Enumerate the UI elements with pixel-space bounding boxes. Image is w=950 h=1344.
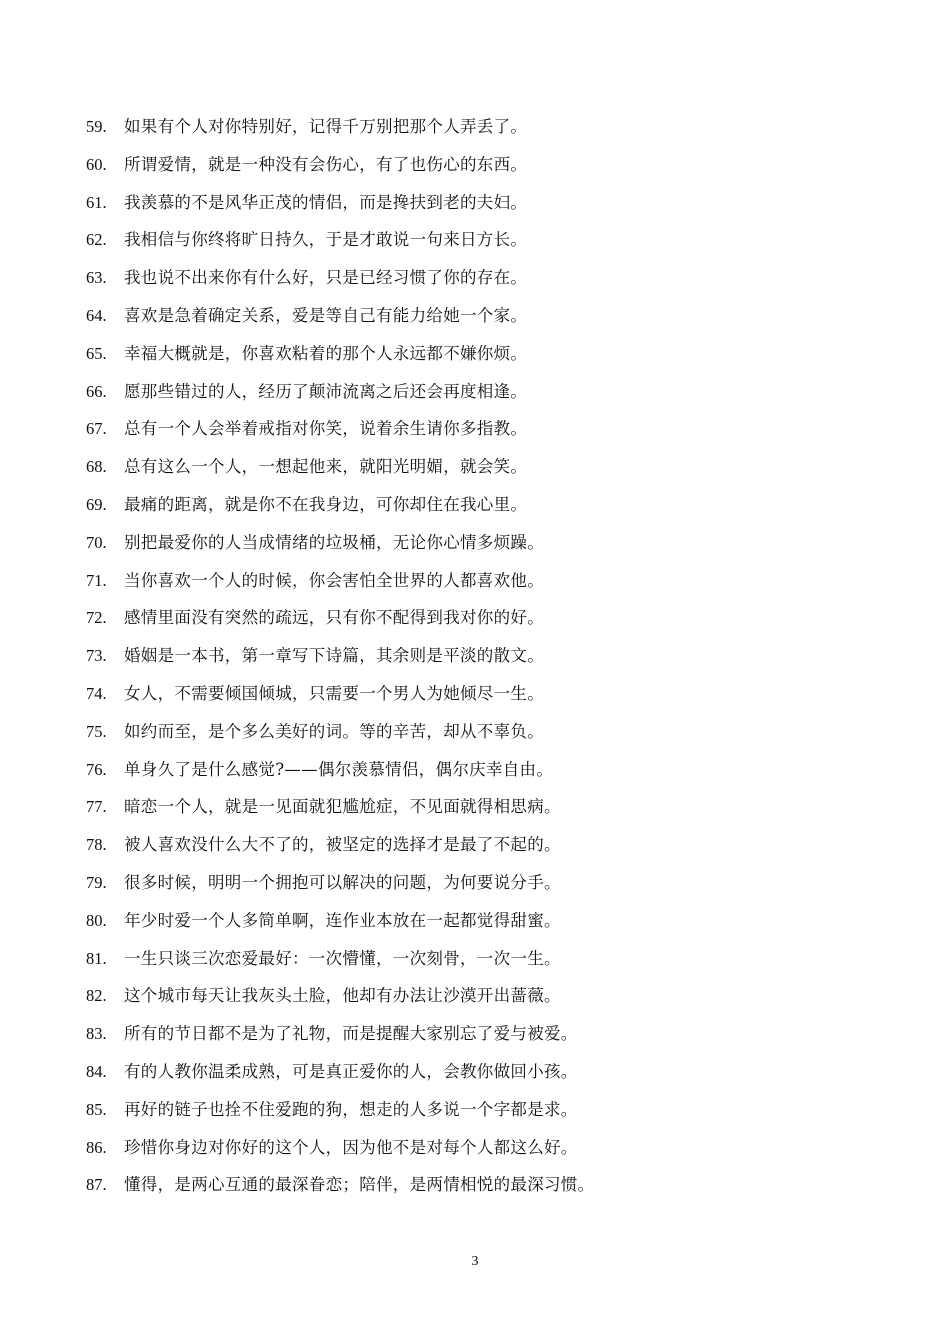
list-item	[86, 1170, 866, 1208]
item-text: 这个城市每天让我灰头土脸，他却有办法让沙漠开出蔷薇。	[124, 986, 561, 1006]
item-number: 71.	[86, 570, 107, 590]
list-item	[86, 150, 866, 188]
item-text: 单身久了是什么感觉?——偶尔羡慕情侣，偶尔庆幸自由。	[124, 759, 554, 779]
list-item	[86, 112, 866, 150]
list-item	[86, 1095, 866, 1133]
quote-list	[86, 112, 866, 1208]
item-number: 81.	[86, 948, 107, 968]
item-number: 76.	[86, 759, 107, 779]
item-number: 75.	[86, 721, 107, 741]
list-item	[86, 528, 866, 566]
item-text: 被人喜欢没什么大不了的，被坚定的选择才是最了不起的。	[124, 835, 561, 855]
item-number: 78.	[86, 835, 107, 855]
item-number: 70.	[86, 532, 107, 552]
item-number: 72.	[86, 608, 107, 628]
item-number: 80.	[86, 910, 107, 930]
item-text: 再好的链子也拴不住爱跑的狗，想走的人多说一个字都是求。	[124, 1099, 578, 1119]
list-item	[86, 906, 866, 944]
item-text: 一生只谈三次恋爱最好：一次懵懂，一次刻骨，一次一生。	[124, 948, 561, 968]
item-number: 62.	[86, 230, 107, 250]
item-text: 总有一个人会举着戒指对你笑，说着余生请你多指教。	[124, 419, 528, 439]
list-item	[86, 868, 866, 906]
item-number: 66.	[86, 381, 107, 401]
item-text: 婚姻是一本书，第一章写下诗篇，其余则是平淡的散文。	[124, 646, 544, 666]
list-item	[86, 566, 866, 604]
item-text: 所谓爱情，就是一种没有会伤心，有了也伤心的东西。	[124, 154, 528, 174]
item-number: 77.	[86, 797, 107, 817]
item-text: 年少时爱一个人多简单啊，连作业本放在一起都觉得甜蜜。	[124, 910, 561, 930]
list-item	[86, 452, 866, 490]
item-number: 64.	[86, 305, 107, 325]
item-number: 87.	[86, 1175, 107, 1195]
item-number: 61.	[86, 192, 107, 212]
item-text: 愿那些错过的人，经历了颠沛流离之后还会再度相逢。	[124, 381, 528, 401]
item-number: 86.	[86, 1137, 107, 1157]
list-item	[86, 717, 866, 755]
item-text: 懂得，是两心互通的最深眷恋；陪伴，是两情相悦的最深习惯。	[124, 1175, 595, 1195]
item-number: 74.	[86, 683, 107, 703]
page-number: 3	[471, 1254, 479, 1269]
item-text: 当你喜欢一个人的时候，你会害怕全世界的人都喜欢他。	[124, 570, 544, 590]
item-number: 83.	[86, 1024, 107, 1044]
item-text: 我相信与你终将旷日持久，于是才敢说一句来日方长。	[124, 230, 528, 250]
list-item	[86, 1133, 866, 1171]
item-text: 我也说不出来你有什么好，只是已经习惯了你的存在。	[124, 268, 528, 288]
item-number: 82.	[86, 986, 107, 1006]
list-item	[86, 490, 866, 528]
item-text: 所有的节日都不是为了礼物，而是提醒大家别忘了爱与被爱。	[124, 1024, 578, 1044]
item-text: 很多时候，明明一个拥抱可以解决的问题，为何要说分手。	[124, 872, 561, 892]
item-text: 如约而至，是个多么美好的词。等的辛苦，却从不辜负。	[124, 721, 544, 741]
item-text: 总有这么一个人，一想起他来，就阳光明媚，就会笑。	[124, 457, 528, 477]
list-item	[86, 792, 866, 830]
list-item	[86, 339, 866, 377]
item-number: 85.	[86, 1099, 107, 1119]
item-number: 69.	[86, 494, 107, 514]
item-number: 79.	[86, 872, 107, 892]
list-item	[86, 301, 866, 339]
list-item	[86, 603, 866, 641]
item-number: 65.	[86, 343, 107, 363]
list-item	[86, 1057, 866, 1095]
item-number: 60.	[86, 154, 107, 174]
list-item	[86, 225, 866, 263]
list-item	[86, 414, 866, 452]
item-text: 如果有个人对你特别好，记得千万别把那个人弄丢了。	[124, 117, 528, 136]
item-text: 我羡慕的不是风华正茂的情侣，而是搀扶到老的夫妇。	[124, 192, 528, 212]
list-item	[86, 981, 866, 1019]
list-item	[86, 755, 866, 793]
item-text: 感情里面没有突然的疏远，只有你不配得到我对你的好。	[124, 608, 544, 628]
list-item	[86, 679, 866, 717]
item-number: 84.	[86, 1061, 107, 1081]
item-number: 73.	[86, 646, 107, 666]
list-item	[86, 944, 866, 982]
item-text: 珍惜你身边对你好的这个人，因为他不是对每个人都这么好。	[124, 1137, 578, 1157]
list-item	[86, 188, 866, 226]
item-number: 68.	[86, 457, 107, 477]
list-item	[86, 830, 866, 868]
item-number: 63.	[86, 268, 107, 288]
item-text: 女人，不需要倾国倾城，只需要一个男人为她倾尽一生。	[124, 683, 544, 703]
list-item	[86, 263, 866, 301]
list-item	[86, 377, 866, 415]
item-text: 别把最爱你的人当成情绪的垃圾桶，无论你心情多烦躁。	[124, 532, 544, 552]
item-text: 暗恋一个人，就是一见面就犯尴尬症，不见面就得相思病。	[124, 797, 561, 817]
item-number: 59.	[86, 117, 107, 136]
item-text: 幸福大概就是，你喜欢粘着的那个人永远都不嫌你烦。	[124, 343, 528, 363]
item-text: 喜欢是急着确定关系，爱是等自己有能力给她一个家。	[124, 305, 528, 325]
item-text: 有的人教你温柔成熟，可是真正爱你的人，会教你做回小孩。	[124, 1061, 578, 1081]
item-number: 67.	[86, 419, 107, 439]
list-item	[86, 1019, 866, 1057]
item-text: 最痛的距离，就是你不在我身边，可你却住在我心里。	[124, 494, 528, 514]
list-item	[86, 641, 866, 679]
